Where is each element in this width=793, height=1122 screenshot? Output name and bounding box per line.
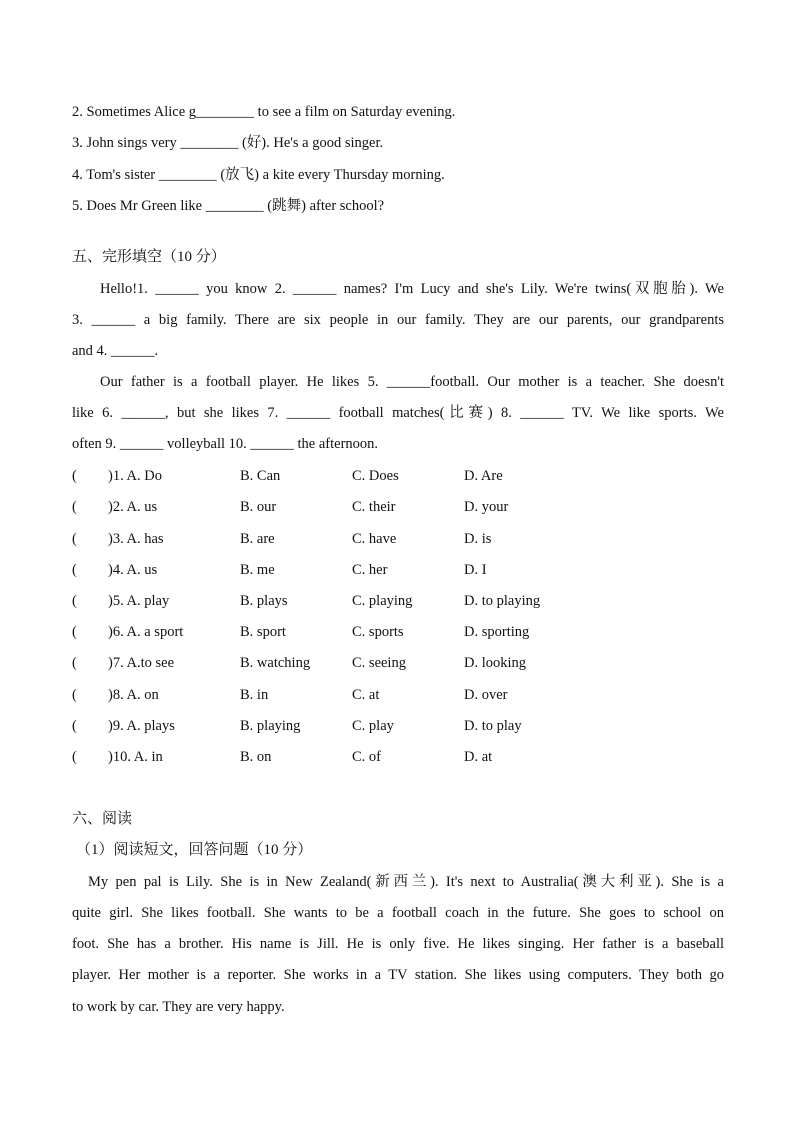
option-c: C. her	[352, 562, 388, 578]
option-c: C. Does	[352, 468, 399, 484]
option-d: D. I	[464, 562, 487, 578]
option-c: C. sports	[352, 624, 404, 640]
option-b: B. playing	[240, 718, 301, 734]
option-a: )10. A. in	[108, 749, 163, 765]
option-a: )7. A.to see	[108, 655, 175, 671]
option-b: B. on	[240, 749, 272, 765]
option-b: B. Can	[240, 468, 281, 484]
option-a: )2. A. us	[108, 499, 158, 515]
option-d: D. to playing	[464, 593, 541, 609]
option-d: D. to play	[464, 718, 522, 734]
answer-paren: (	[72, 593, 77, 609]
option-c: C. have	[352, 531, 397, 547]
option-c: C. of	[352, 749, 381, 765]
cloze-option-row	[72, 686, 724, 704]
answer-paren: (	[72, 531, 77, 547]
option-d: D. Are	[464, 468, 503, 484]
option-c: C. seeing	[352, 655, 406, 671]
cloze-passage-line: 3. ______ a big family. There are six people in our family. They are our parents, our grandparents	[72, 312, 724, 328]
answer-paren: (	[72, 624, 77, 640]
vocab-item-2: 2. Sometimes Alice g________ to see a film on Saturday evening.	[72, 104, 456, 120]
option-a: )5. A. play	[108, 593, 170, 609]
answer-paren: (	[72, 562, 77, 578]
option-c: C. their	[352, 499, 396, 515]
reading-subheading: （1）阅读短文，回答问题（10 分）	[76, 842, 313, 858]
vocab-item-3: 3. John sings very ________ (好). He's a good singer.	[72, 135, 384, 151]
cloze-option-row	[72, 530, 724, 548]
option-d: D. over	[464, 687, 508, 703]
reading-passage-line: quite girl. She likes football. She wants to be a football coach in the future. She goes to school on	[72, 905, 724, 921]
answer-paren: (	[72, 718, 77, 734]
answer-paren: (	[72, 687, 77, 703]
option-a: )9. A. plays	[108, 718, 175, 734]
option-b: B. sport	[240, 624, 286, 640]
option-a: )6. A. a sport	[108, 624, 184, 640]
option-d: D. looking	[464, 655, 527, 671]
option-c: C. play	[352, 718, 394, 734]
cloze-option-row	[72, 654, 724, 672]
reading-passage-line: foot. She has a brother. His name is Jill. He is only five. He likes singing. Her father is a baseball	[72, 936, 724, 952]
option-b: B. plays	[240, 593, 288, 609]
cloze-passage-line: and 4. ______.	[72, 343, 159, 359]
option-d: D. is	[464, 531, 492, 547]
answer-paren: (	[72, 655, 77, 671]
option-c: C. playing	[352, 593, 413, 609]
option-b: B. are	[240, 531, 275, 547]
cloze-passage-line: often 9. ______ volleyball 10. ______ the afternoon.	[72, 436, 379, 452]
option-a: )1. A. Do	[108, 468, 162, 484]
option-d: D. at	[464, 749, 493, 765]
section-heading-reading: 六、阅读	[72, 811, 133, 827]
option-b: B. me	[240, 562, 275, 578]
vocab-item-5: 5. Does Mr Green like ________ (跳舞) after school?	[72, 198, 385, 214]
option-b: B. watching	[240, 655, 311, 671]
cloze-option-row	[72, 498, 724, 516]
cloze-option-row	[72, 561, 724, 579]
option-a: )8. A. on	[108, 687, 159, 703]
cloze-passage-line: Hello!1. ______ you know 2. ______ names? I'm Lucy and she's Lily. We're twins(双胞胎). We	[100, 281, 724, 297]
option-d: D. sporting	[464, 624, 530, 640]
section-heading-cloze: 五、完形填空（10 分）	[72, 249, 226, 265]
option-d: D. your	[464, 499, 509, 515]
reading-passage-line: to work by car. They are very happy.	[72, 999, 285, 1015]
cloze-option-row	[72, 623, 724, 641]
answer-paren: (	[72, 749, 77, 765]
reading-passage-line: player. Her mother is a reporter. She works in a TV station. She likes using computers. They both go	[72, 967, 724, 983]
cloze-passage-line: Our father is a football player. He likes 5. ______football. Our mother is a teacher. She doesn't	[100, 374, 724, 390]
answer-paren: (	[72, 499, 77, 515]
option-a: )3. A. has	[108, 531, 164, 547]
cloze-option-row	[72, 467, 724, 485]
cloze-option-row	[72, 748, 724, 766]
option-b: B. in	[240, 687, 269, 703]
cloze-option-row	[72, 717, 724, 735]
option-a: )4. A. us	[108, 562, 158, 578]
option-b: B. our	[240, 499, 277, 515]
reading-passage-line: My pen pal is Lily. She is in New Zealand(新西兰). It's next to Australia(澳大利亚). She is a	[88, 874, 724, 890]
cloze-option-row	[72, 592, 724, 610]
option-c: C. at	[352, 687, 380, 703]
cloze-passage-line: like 6. ______, but she likes 7. ______ football matches(比赛) 8. ______ TV. We like sports. We	[72, 405, 724, 421]
answer-paren: (	[72, 468, 77, 484]
vocab-item-4: 4. Tom's sister ________ (放飞) a kite every Thursday morning.	[72, 167, 445, 183]
